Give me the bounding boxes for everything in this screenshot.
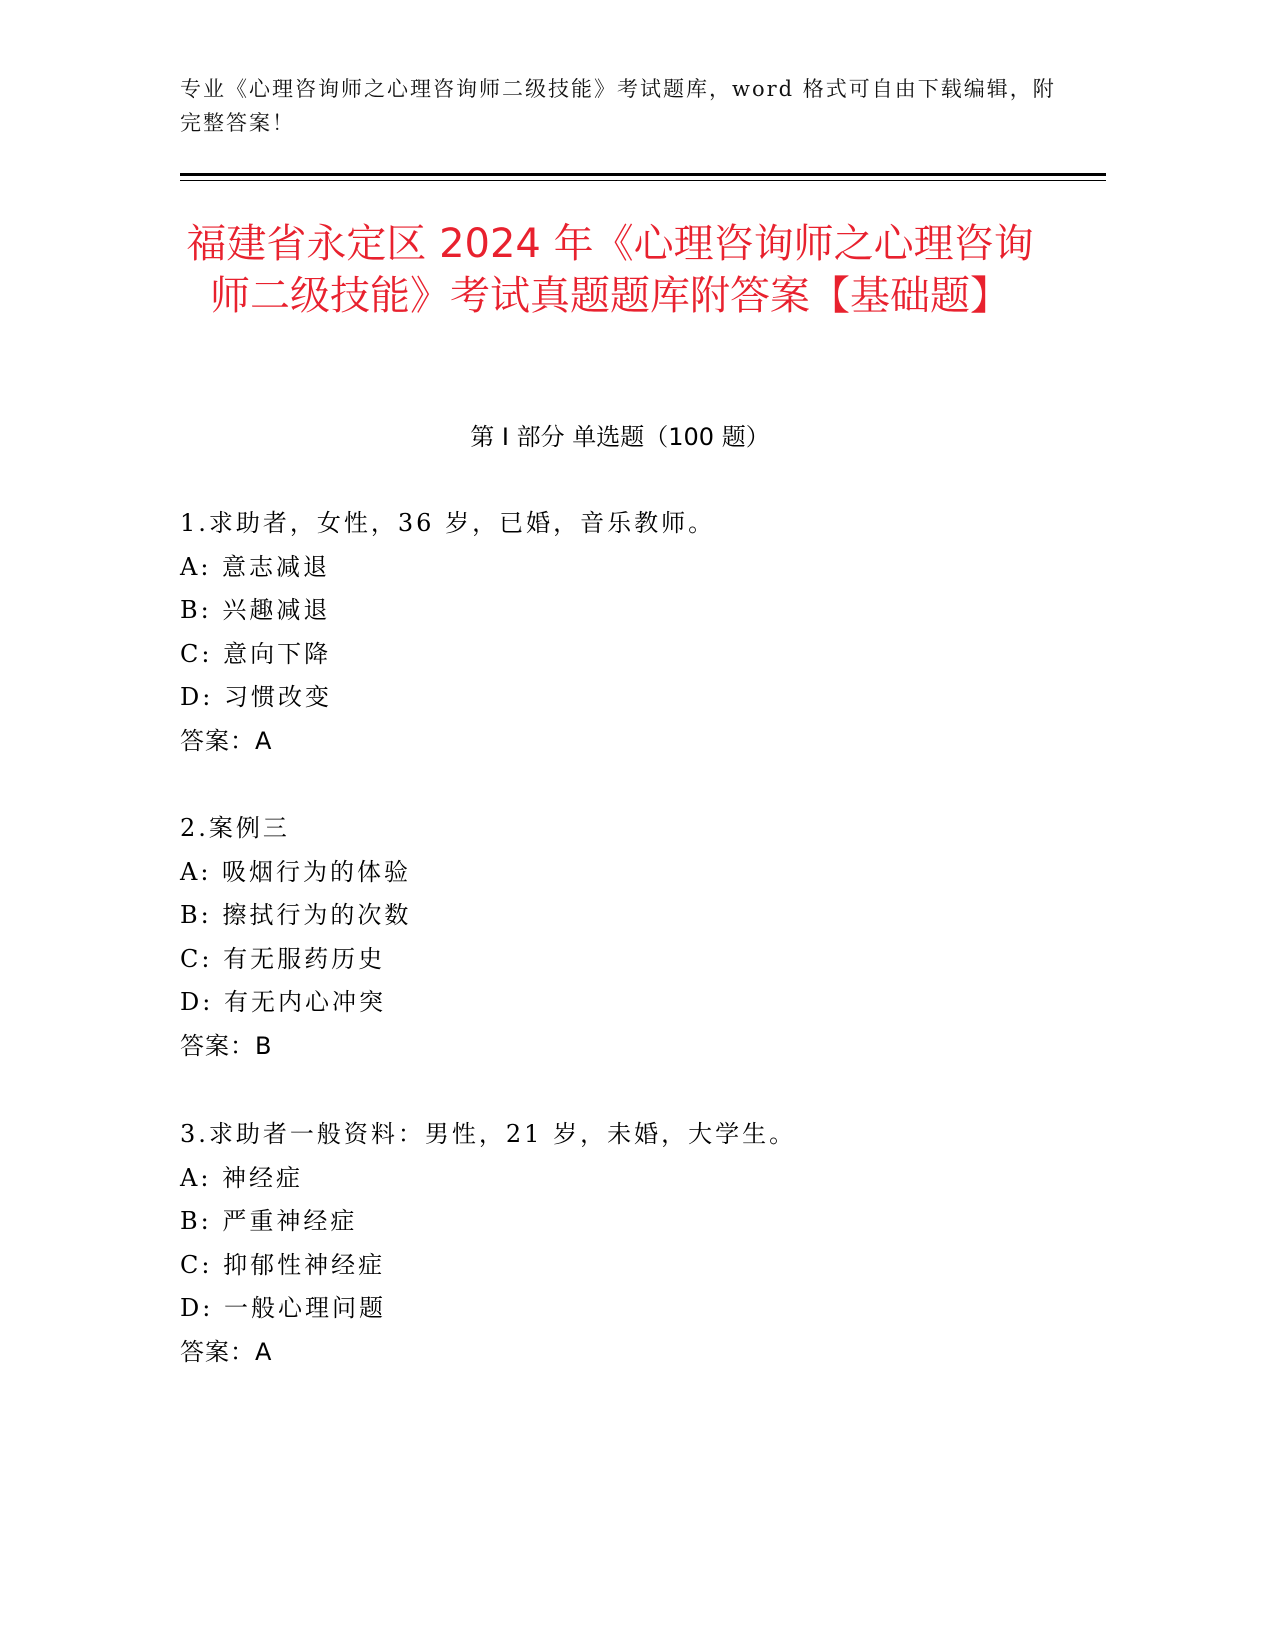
- option-d: D: 有无内心冲突: [180, 988, 386, 1016]
- header-rule-thin: [180, 180, 1106, 181]
- question-stem: 3.求助者一般资料：男性，21 岁，未婚，大学生。: [180, 1120, 797, 1148]
- answer: 答案：B: [180, 1031, 273, 1060]
- option-a: A: 吸烟行为的体验: [180, 857, 412, 886]
- document-title: 福建省永定区 2024 年《心理咨询师之心理咨询师二级技能》考试真题题库附答案【基础题】: [186, 221, 1034, 319]
- option-b: B: 兴趣减退: [180, 596, 331, 624]
- option-c: C: 有无服药历史: [180, 944, 386, 973]
- option-d: D: 习惯改变: [180, 683, 332, 711]
- option-c: C: 抑郁性神经症: [180, 1250, 386, 1279]
- question-1: [180, 506, 1080, 767]
- question-2: [180, 811, 1080, 1072]
- option-a: A: 神经症: [180, 1163, 304, 1192]
- question-3: [180, 1117, 1080, 1378]
- header-rule: [180, 173, 1106, 176]
- option-c: C: 意向下降: [180, 639, 332, 668]
- question-stem: 1.求助者，女性，36 岁，已婚，音乐教师。: [180, 509, 716, 537]
- section-heading: 第 I 部分 单选题（100 题）: [470, 423, 770, 451]
- option-b: B: 严重神经症: [180, 1207, 358, 1235]
- answer: 答案：A: [180, 1337, 273, 1366]
- option-b: B: 擦拭行为的次数: [180, 901, 412, 929]
- option-a: A: 意志减退: [180, 552, 331, 581]
- option-d: D: 一般心理问题: [180, 1294, 386, 1322]
- answer: 答案：A: [180, 726, 273, 755]
- header-note: 专业《心理咨询师之心理咨询师二级技能》考试题库，word 格式可自由下载编辑，附完整答案！: [180, 77, 1056, 135]
- question-stem: 2.案例三: [180, 814, 290, 842]
